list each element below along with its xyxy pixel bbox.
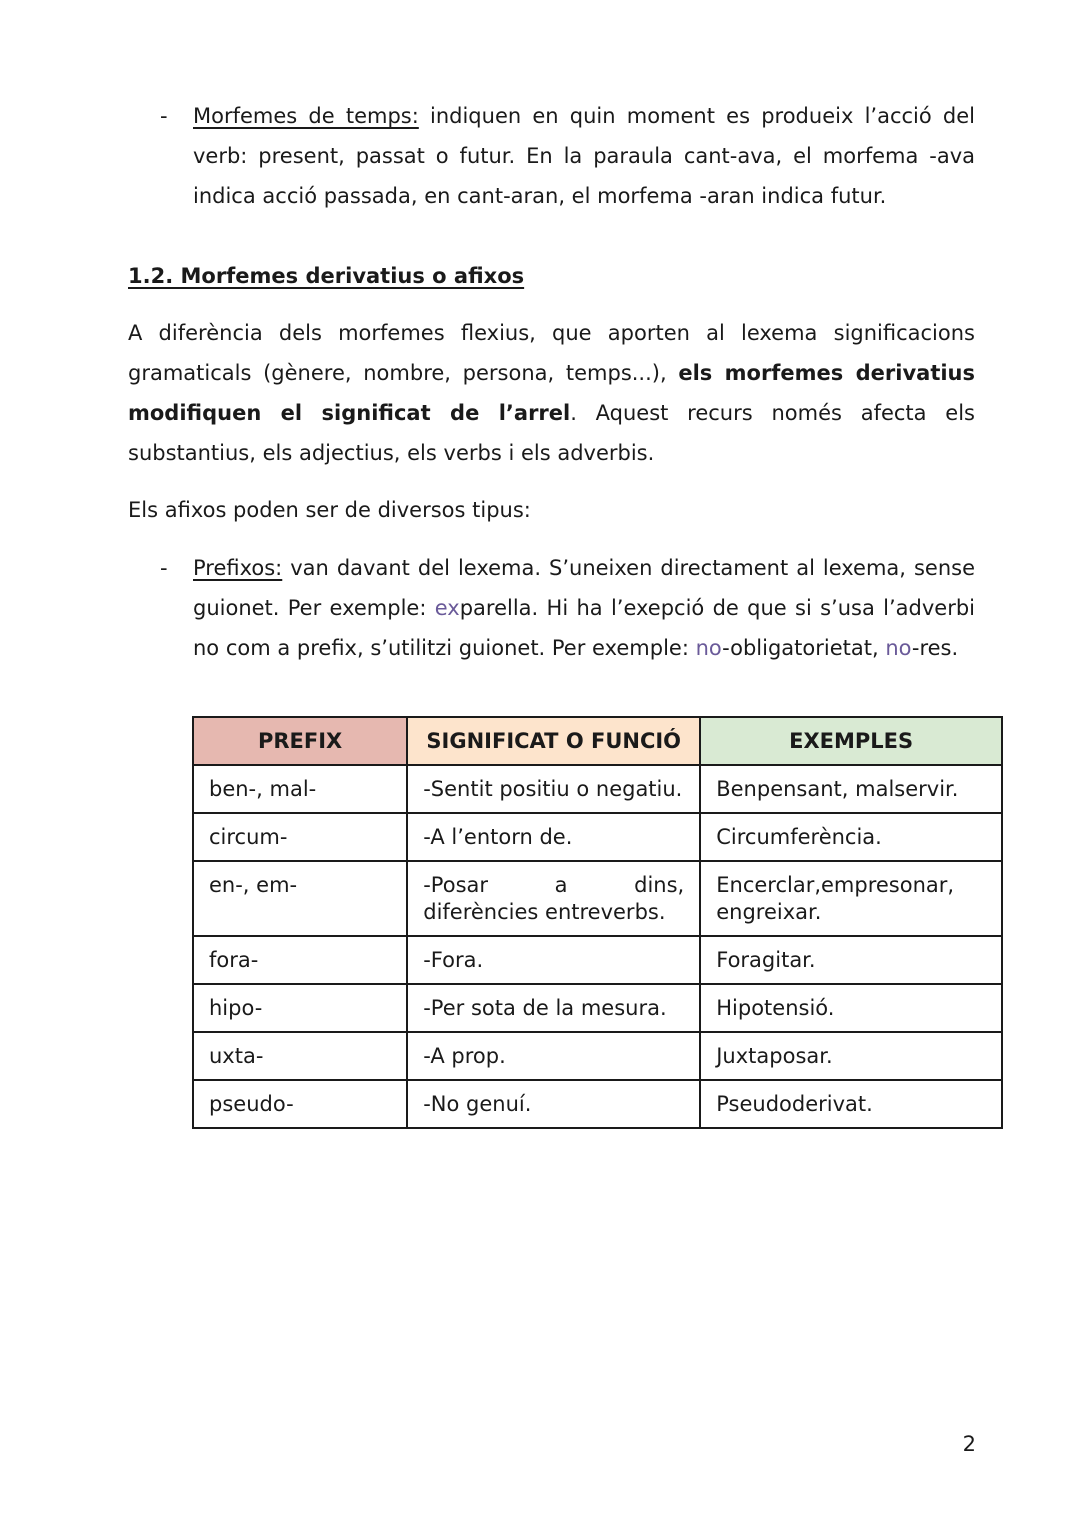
example-rest: -obligatorietat, bbox=[722, 636, 886, 660]
header-significat: SIGNIFICAT O FUNCIÓ bbox=[407, 717, 700, 765]
bullet-body: van davant del lexema. S’uneixen directament al lexema, sense guionet. Per exemple: bbox=[193, 556, 975, 620]
cell-prefix: ben-, mal- bbox=[193, 765, 407, 813]
example-prefix-ex: ex bbox=[434, 596, 460, 620]
cell-prefix: uxta- bbox=[193, 1032, 407, 1080]
page-number: 2 bbox=[962, 1432, 976, 1456]
table-row bbox=[193, 984, 1002, 1032]
bullet-prefixos bbox=[160, 548, 975, 668]
bullet-label: Morfemes de temps: bbox=[193, 104, 419, 128]
bullet-morfemes-temps bbox=[160, 96, 975, 216]
cell-exemples: Hipotensió. bbox=[700, 984, 1002, 1032]
example-rest: parella. Hi ha l’exepció de que si s’usa l’adverbi no com a prefix, s’utilitzi guionet. Per exemple: bbox=[193, 596, 975, 660]
table-row bbox=[193, 1080, 1002, 1128]
header-prefix: PREFIX bbox=[193, 717, 407, 765]
intro-bold-text: els morfemes derivatius modifiquen el significat de l’arrel bbox=[128, 361, 976, 425]
bullet-dash: - bbox=[160, 556, 168, 580]
table-row bbox=[193, 813, 1002, 861]
bullet-text bbox=[193, 548, 975, 668]
table-row bbox=[193, 936, 1002, 984]
bullet-body: indiquen en quin moment es produeix l’acció del verb: present, passat o futur. En la paraula cant-ava, el morfema -ava indica acció passada, en cant-aran, el morfema -aran indica futur. bbox=[193, 104, 975, 208]
cell-significat: -No genuí. bbox=[407, 1080, 700, 1128]
section-heading: 1.2. Morfemes derivatius o afixos bbox=[128, 264, 525, 288]
afixos-intro: Els afixos poden ser de diversos tipus: bbox=[128, 498, 531, 522]
example-prefix-no: no bbox=[885, 636, 912, 660]
table-row bbox=[193, 765, 1002, 813]
intro-text-after: . Aquest recurs només afecta els substantius, els adjectius, els verbs i els adverbis. bbox=[128, 401, 975, 465]
cell-exemples: Pseudoderivat. bbox=[700, 1080, 1002, 1128]
bullet-dash: - bbox=[160, 104, 168, 128]
example-prefix-no: no bbox=[695, 636, 723, 660]
header-exemples: EXEMPLES bbox=[700, 717, 1002, 765]
cell-significat: -Fora. bbox=[407, 936, 700, 984]
cell-prefix: en-, em- bbox=[193, 861, 407, 936]
cell-exemples: Juxtaposar. bbox=[700, 1032, 1002, 1080]
cell-significat: -Per sota de la mesura. bbox=[407, 984, 700, 1032]
cell-significat: -Sentit positiu o negatiu. bbox=[407, 765, 700, 813]
example-rest: -res. bbox=[911, 636, 959, 660]
cell-exemples: Encerclar,empresonar, engreixar. bbox=[700, 861, 1002, 936]
cell-prefix: fora- bbox=[193, 936, 407, 984]
cell-prefix: hipo- bbox=[193, 984, 407, 1032]
cell-significat: -A l’entorn de. bbox=[407, 813, 700, 861]
intro-paragraph bbox=[128, 313, 975, 473]
table-header-row bbox=[193, 717, 1002, 765]
intro-text-before: A diferència dels morfemes flexius, que aporten al lexema significacions gramaticals (gènere, nombre, persona, temps...), bbox=[128, 321, 975, 385]
cell-exemples: Benpensant, malservir. bbox=[700, 765, 1002, 813]
cell-prefix: pseudo- bbox=[193, 1080, 407, 1128]
table-row bbox=[193, 861, 1002, 936]
bullet-text bbox=[193, 96, 975, 216]
cell-prefix: circum- bbox=[193, 813, 407, 861]
cell-exemples: Circumferència. bbox=[700, 813, 1002, 861]
table-row bbox=[193, 1032, 1002, 1080]
cell-significat: -A prop. bbox=[407, 1032, 700, 1080]
cell-exemples: Foragitar. bbox=[700, 936, 1002, 984]
cell-significat: -Posar a dins, diferències entreverbs. bbox=[407, 861, 700, 936]
prefix-table bbox=[192, 716, 1003, 1129]
bullet-label: Prefixos: bbox=[193, 556, 283, 580]
